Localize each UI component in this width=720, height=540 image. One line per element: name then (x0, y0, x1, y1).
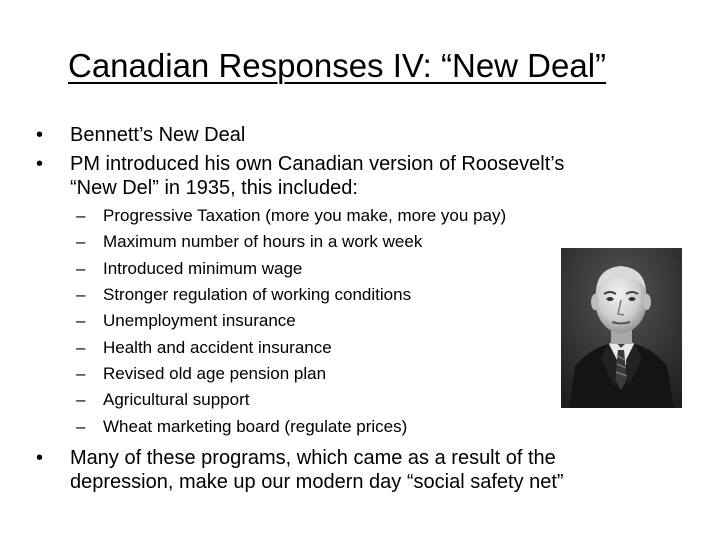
bullet-marker: • (36, 153, 44, 175)
dash-marker: – (76, 390, 86, 409)
dash-marker: – (76, 417, 86, 436)
sub-item-text: Health and accident insurance (103, 338, 332, 357)
sub-item-text: Introduced minimum wage (103, 259, 303, 278)
bullet-text: “New Del” in 1935, this included: (70, 177, 358, 199)
portrait-photo (561, 248, 682, 408)
bullet-marker: • (36, 447, 44, 469)
dash-marker: – (76, 338, 86, 357)
bullet-text: PM introduced his own Canadian version of Roosevelt’s (70, 153, 565, 175)
sub-item-text: Stronger regulation of working conditions (103, 285, 412, 304)
dash-marker: – (76, 285, 86, 304)
sub-item-text: Revised old age pension plan (103, 364, 327, 383)
bullet-text: depression, make up our modern day “social safety net” (70, 471, 564, 493)
portrait-illustration (561, 248, 682, 408)
slide-title: Canadian Responses IV: “New Deal” (68, 47, 607, 84)
dash-marker: – (76, 206, 86, 225)
bullet-text: Many of these programs, which came as a result of the (70, 447, 556, 469)
sub-item-text: Maximum number of hours in a work week (103, 232, 423, 251)
sub-item-text: Agricultural support (103, 390, 250, 409)
dash-marker: – (76, 311, 86, 330)
bullet-text: Bennett’s New Deal (70, 124, 246, 146)
sub-item-text: Progressive Taxation (more you make, more you pay) (103, 206, 507, 225)
bullet-marker: • (36, 124, 44, 146)
sub-item-text: Wheat marketing board (regulate prices) (103, 417, 408, 436)
sub-item-text: Unemployment insurance (103, 311, 296, 330)
dash-marker: – (76, 364, 86, 383)
dash-marker: – (76, 232, 86, 251)
dash-marker: – (76, 259, 86, 278)
